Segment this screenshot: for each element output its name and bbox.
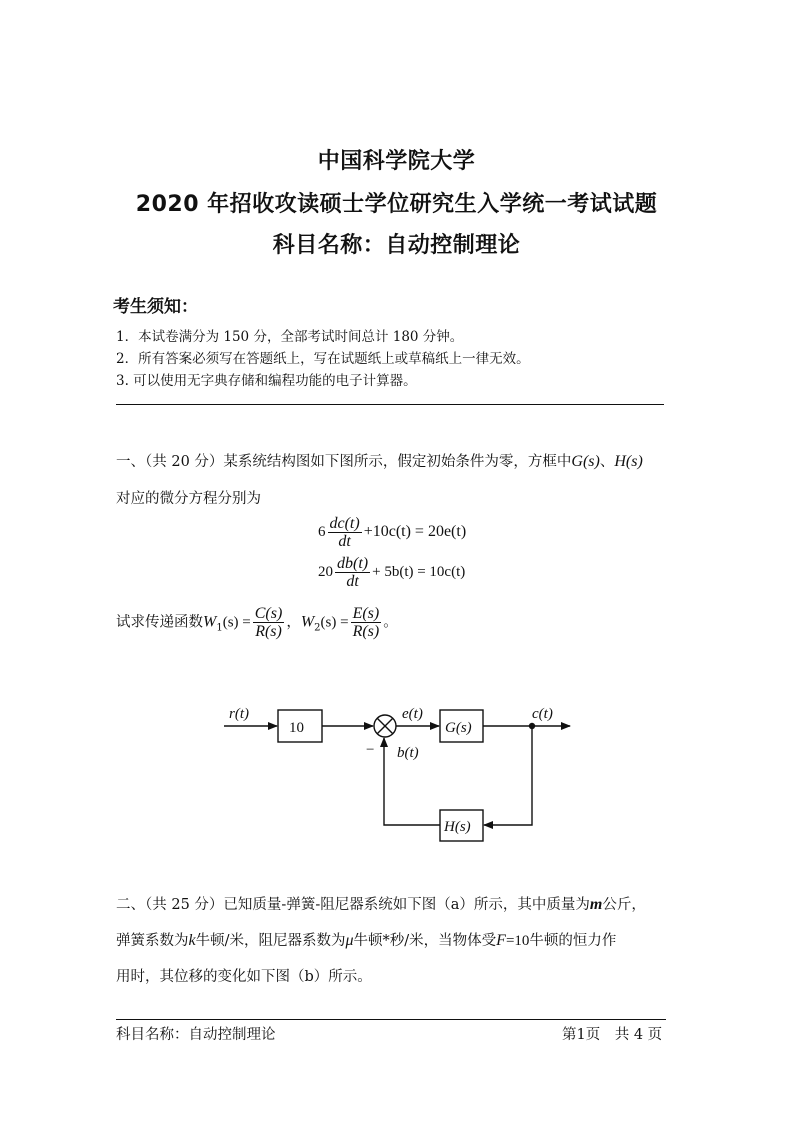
footer-subject: 科目名称：自动控制理论	[116, 1027, 276, 1043]
h-symbol: H(s)	[614, 453, 643, 470]
mu-symbol: μ	[345, 932, 354, 949]
takeoff-point	[529, 723, 535, 729]
footer-page-number: 第1页 共 4 页	[562, 1027, 663, 1043]
university-title: 中国科学院大学	[317, 149, 476, 174]
ask-text: 试求传递函数	[116, 614, 203, 631]
feedback-signal-label: b(t)	[397, 745, 419, 761]
feedback-block-label: H(s)	[444, 819, 471, 835]
k-symbol: k	[188, 932, 196, 949]
question1-intro-text: 一、（共 20 分）某系统结构图如下图所示，假定初始条件为零，方框中	[116, 454, 572, 470]
input-label: r(t)	[229, 706, 249, 722]
notice-item-3: 3. 可以使用无字典存储和编程功能的电子计算器。	[116, 373, 417, 389]
question1-intro-line2: 对应的微分方程分别为	[116, 491, 261, 507]
eq2-rest: + 5b(t) = 10c(t)	[372, 563, 466, 580]
subject-title: 科目名称：自动控制理论	[272, 233, 521, 258]
eq2-coef: 20	[318, 563, 333, 580]
forward-label: G(s)	[445, 720, 472, 736]
g-symbol: G(s)	[571, 453, 600, 470]
gain-label: 10	[289, 720, 304, 736]
eq1-coef: 6	[318, 523, 326, 540]
footer-divider	[116, 1019, 666, 1020]
separator: 、	[599, 454, 615, 470]
w2-fraction: $\frac{E(s)}{R(s)}$	[352, 605, 380, 640]
error-label: e(t)	[402, 706, 423, 722]
question1-ask: 试求传递函数$W_1(s)$ = $\frac{C(s)}{R(s)}$ ，$W_2(s)$ = $\frac{E(s)}{R(s)}$ 。	[116, 605, 398, 640]
question2-line2: 弹簧系数为k牛顿/米，阻尼器系数为μ牛顿*秒/米，当物体受F=10牛顿的恒力作	[116, 932, 617, 949]
w1-fraction: $\frac{C(s)}{R(s)}$	[254, 605, 283, 640]
notice-item-2: 2．所有答案必须写在答题纸上，写在试题纸上或草稿纸上一律无效。	[116, 351, 530, 367]
eq1-rest: +10c(t) = 20e(t)	[363, 522, 467, 540]
question2-line3: 用时，其位移的变化如下图（b）所示。	[116, 969, 372, 985]
notice-heading: 考生须知：	[113, 297, 198, 317]
exam-title: 2020 年招收攻读硕士学位研究生入学统一考试试题	[135, 192, 658, 217]
m-symbol: m	[589, 896, 603, 913]
feedback-arrow	[484, 726, 532, 825]
eq1-derivative: $\frac{dc(t)}{dt}$	[329, 515, 360, 550]
eq2-derivative: $\frac{db(t)}{dt}$	[337, 555, 369, 590]
question2-line1: 二、（共 25 分）已知质量-弹簧-阻尼器系统如下图（a）所示，其中质量为m公斤，	[116, 896, 646, 913]
output-label: c(t)	[532, 706, 553, 722]
minus-sign: −	[366, 742, 375, 758]
notice-item-1: 1．本试卷满分为 150 分，全部考试时间总计 180 分钟。	[116, 329, 464, 345]
f-symbol: F	[496, 932, 506, 949]
